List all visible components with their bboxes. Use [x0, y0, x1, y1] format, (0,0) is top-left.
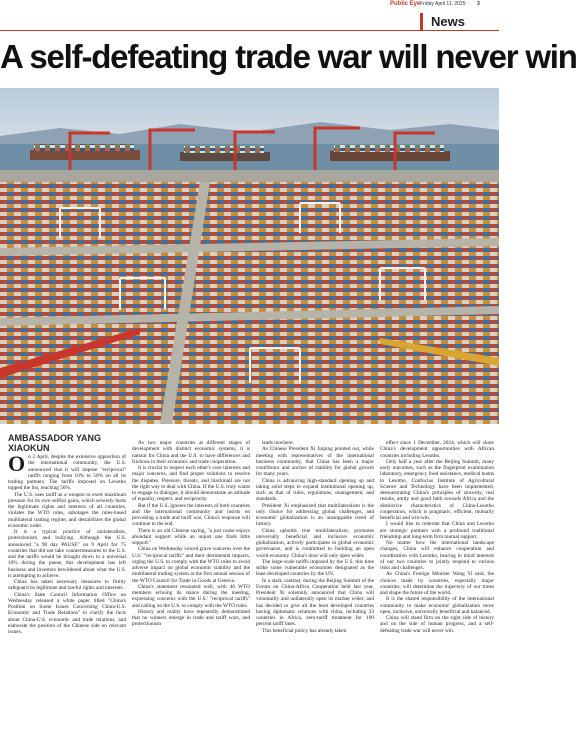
- paragraph: As China's Foreign Minister Wang Yi said, the choices made by countries, especially major countries, will determine the trajectory of our times and shape the future of the world.: [380, 571, 494, 596]
- byline-line-1: AMBASSADOR YANG: [8, 433, 102, 443]
- paragraph: effect since 1 December, 2024, which will share China's development opportunities with African countries including Lesotho.: [380, 440, 494, 459]
- article-column-3: [256, 440, 374, 730]
- headline: A self-defeating trade war will never win: [0, 38, 577, 75]
- masthead: Public Eye: [390, 1, 421, 7]
- drop-cap: O: [8, 451, 26, 476]
- paragraph: There is an old Chinese saying, "a just cause enjoys abundant support while an unjust one finds little support.": [132, 527, 250, 546]
- paragraph: It is crucial to respect each other's core interests and major concerns, and find proper solutions to resolve the disputes. Pressure, threats, and blackmail are not the right way to deal with China. If the U.S. truly wants to engage in dialogue, it should demonstrate an attitude of equality, respect, and reciprocity.: [132, 465, 250, 503]
- paragraph: It is a typical practice of unilateralism, protectionism and bullying. Although the U.S. announced "a 90 day PAUSE" on 9 April for 75 countries that did not take countermeasures to the U.S. and the tariffs would be brought down to a universal 10% during the pause, this development has left business and investors bewildered about what the U.S. is attempting to achieve.: [8, 529, 126, 579]
- paragraph: Only half a year after the Beijing Summit, many early outcomes, such as the fingerprint examination laboratory, emergency food assistance, medical teams to Lesotho, Confucius Institute of Agricultural Science and Technology have been implemented, demonstrating China's principles of sincerity, real results, amity and good faith towards Africa and the distinctive characteristics of China-Lesotho cooperation, which is pragmatic, efficient, mutually beneficial and win-win.: [380, 458, 494, 521]
- paragraph: It is the shared responsibility of the international community to make economic globalization more open, inclusive, universally beneficial and balanced.: [380, 596, 494, 615]
- paragraph: No matter how the international landscape changes, China will enhance cooperation and coordination with Lesotho, bearing in mind interests of our two countries to jointly respond to various risks and challenges.: [380, 540, 494, 571]
- container-port-image: [0, 88, 499, 424]
- paragraph: In a stark contrast, during the Beijing Summit of the Forum on China-Africa Cooperation held last year, President Xi solemnly announced that China will voluntarily and unilaterally open its market wider, and has decided to give all the least developed countries having diplomatic relations with china, including 33 countries in Africa, zero-tariff treatment for 100 percent tariff lines.: [256, 577, 374, 628]
- article-column-4: [380, 440, 494, 730]
- paragraph: China on Wednesday voiced grave concerns over the U.S.' "reciprocal tariffs" and their detrimental impacts, urging the U.S. to comply with the WTO rules to avoid adverse impact on global economic stability and the multilateral trading system at the first annual session of the WTO Council for Trade in Goods at Geneva.: [132, 546, 250, 584]
- header-rule: [0, 30, 499, 31]
- issue-date: Friday April 11, 2025: [420, 1, 466, 7]
- byline-line-2: XIAOKUN: [8, 443, 50, 453]
- page-number: 3: [477, 1, 480, 7]
- port-photo: [0, 88, 499, 424]
- paragraph: The U.S. uses tariff as a weapon to exert maximum pressure for its own selfish gains, which severely hurts the legitimate rights and interests of all countries, violates the WTO rules, sabotages the rules-based multilateral trading regime, and destabilizes the global economic order.: [8, 491, 126, 529]
- paragraph: China will stand firm on the right side of history and on the side of human progress, and a self-defeating trade war will never win.: [380, 615, 494, 634]
- paragraph: China has taken necessary measures to firmly safeguard its legitimate and lawful rights and interests.: [8, 579, 126, 592]
- article-column-2: [132, 440, 250, 730]
- paragraph: But if the U.S. ignores the interests of both countries and the international community and insists on provoking a trade and tariff war, China's response will continue to the end.: [132, 502, 250, 528]
- paragraph: The large-scale tariffs imposed by the U.S. this time strike some vulnerable economies designated as the least developed countries by the UN.: [256, 558, 374, 578]
- paragraph: China upholds true multilateralism, promotes universally beneficial and inclusive economic globalization, actively participates in global economic governance, and is committed to building an open world economy. China's door will only open wider.: [256, 527, 374, 559]
- paragraph: China is advancing high-standard opening up and taking solid steps to expand institutional opening up, such as that of rules, regulations, management, and standards.: [256, 477, 374, 503]
- paragraph: As Chinese President Xi Jinping pointed out, while meeting with representatives of the international business community, that China has been a major contributor and anchor of stability for global growth for many years.: [256, 446, 374, 478]
- paragraph: China's statement resonated well, with 46 WTO members echoing its stance during the meeting, expressing concerns with the U.S.' "reciprocal tariffs" and calling on the U.S. to comply with the WTO rules.: [132, 583, 250, 609]
- paragraph: leads nowhere.: [262, 440, 294, 446]
- paragraph: [8, 451, 126, 492]
- paragraph-text: n 2 April, despite the extensive opposition of the international community, the U.S. announced that it will impose "reciprocal" tariffs ranging from 10% to 50% on all its trading partners. The tariffs imposed on Lesotho topped the list, reaching 50%.: [8, 454, 126, 492]
- byline: [8, 433, 130, 453]
- paragraph: China's State Council Information Office on Wednesday released a white paper titled "China's Position on Some Issues Concerning China-U.S. Economic and Trade Relations" to clarify the facts about China-U.S. economic and trade relations, and elaborate the position of the Chinese side on relevant issues.: [8, 591, 126, 635]
- section-label: News: [431, 14, 465, 29]
- paragraph: As two major countries at different stages of development with distinct economic systems, it is natural for China and the U.S. to have differences and frictions in their economic and trade cooperation.: [132, 440, 250, 465]
- paragraph: I would like to reiterate that China and Lesotho are strategic partners with a profound traditional friendship and long-term firm mutual support.: [380, 521, 494, 540]
- section-tab: [420, 13, 502, 30]
- paragraph: This beneficial policy has already taken: [262, 627, 347, 634]
- paragraph: President Xi emphasized that multilateralism is the only choice for addressing global challenges, and economic globalization is an unstoppable trend of history.: [256, 502, 374, 528]
- paragraph: History and reality have repeatedly demonstrated that no winners emerge in trade and tariff wars, and protectionism: [132, 608, 250, 628]
- section-bar: [0, 10, 499, 30]
- article-column-1: [8, 451, 126, 730]
